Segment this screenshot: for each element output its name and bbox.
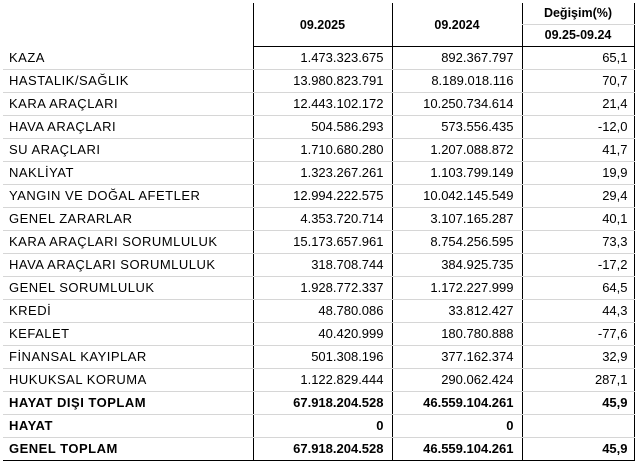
row-label: KAZA	[3, 47, 253, 70]
row-label: HAYAT	[3, 415, 253, 438]
row-label: FİNANSAL KAYIPLAR	[3, 346, 253, 369]
change-percent: 65,1	[522, 47, 634, 70]
change-percent: 44,3	[522, 300, 634, 323]
value-2024: 384.925.735	[392, 254, 522, 277]
value-2025: 1.122.829.444	[253, 369, 392, 392]
table-row	[3, 346, 634, 369]
row-label: GENEL TOPLAM	[3, 438, 253, 461]
change-percent	[522, 415, 634, 438]
header-change-title: Değişim(%)	[522, 3, 634, 25]
value-2024: 8.754.256.595	[392, 231, 522, 254]
row-label: SU ARAÇLARI	[3, 139, 253, 162]
value-2024: 10.250.734.614	[392, 93, 522, 116]
table-row	[3, 208, 634, 231]
change-percent: 70,7	[522, 70, 634, 93]
table-row	[3, 300, 634, 323]
row-label: KARA ARAÇLARI	[3, 93, 253, 116]
table-row	[3, 254, 634, 277]
value-2024: 1.172.227.999	[392, 277, 522, 300]
value-2024: 3.107.165.287	[392, 208, 522, 231]
change-percent: -17,2	[522, 254, 634, 277]
change-percent: 45,9	[522, 392, 634, 415]
row-label: GENEL SORUMLULUK	[3, 277, 253, 300]
value-2024: 290.062.424	[392, 369, 522, 392]
value-2024: 0	[392, 415, 522, 438]
value-2025: 504.586.293	[253, 116, 392, 139]
row-label: HAVA ARAÇLARI	[3, 116, 253, 139]
table-row	[3, 116, 634, 139]
table-row	[3, 162, 634, 185]
change-percent: 29,4	[522, 185, 634, 208]
value-2025: 1.473.323.675	[253, 47, 392, 70]
row-label: KEFALET	[3, 323, 253, 346]
value-2025: 15.173.657.961	[253, 231, 392, 254]
value-2024: 573.556.435	[392, 116, 522, 139]
value-2024: 1.207.088.872	[392, 139, 522, 162]
header-2024: 09.2024	[392, 3, 522, 47]
table-row	[3, 323, 634, 346]
row-label: KARA ARAÇLARI SORUMLULUK	[3, 231, 253, 254]
value-2025: 4.353.720.714	[253, 208, 392, 231]
value-2025: 13.980.823.791	[253, 70, 392, 93]
value-2024: 46.559.104.261	[392, 392, 522, 415]
table-row	[3, 70, 634, 93]
row-label: GENEL ZARARLAR	[3, 208, 253, 231]
value-2024: 1.103.799.149	[392, 162, 522, 185]
row-label: YANGIN VE DOĞAL AFETLER	[3, 185, 253, 208]
value-2024: 8.189.018.116	[392, 70, 522, 93]
value-2025: 1.710.680.280	[253, 139, 392, 162]
change-percent: 73,3	[522, 231, 634, 254]
table-row	[3, 93, 634, 116]
table-row	[3, 415, 634, 438]
value-2025: 1.323.267.261	[253, 162, 392, 185]
change-percent: 40,1	[522, 208, 634, 231]
row-label: HASTALIK/SAĞLIK	[3, 70, 253, 93]
value-2025: 0	[253, 415, 392, 438]
row-label: HUKUKSAL KORUMA	[3, 369, 253, 392]
value-2024: 10.042.145.549	[392, 185, 522, 208]
change-percent: -12,0	[522, 116, 634, 139]
row-label: NAKLİYAT	[3, 162, 253, 185]
value-2025: 501.308.196	[253, 346, 392, 369]
row-label: HAVA ARAÇLARI SORUMLULUK	[3, 254, 253, 277]
row-label: KREDİ	[3, 300, 253, 323]
table-row	[3, 185, 634, 208]
header-change-period: 09.25-09.24	[522, 25, 634, 47]
table-row	[3, 47, 634, 70]
change-percent: 64,5	[522, 277, 634, 300]
value-2024: 892.367.797	[392, 47, 522, 70]
table-row	[3, 392, 634, 415]
value-2024: 377.162.374	[392, 346, 522, 369]
insurance-premium-table	[3, 3, 635, 461]
table-row	[3, 369, 634, 392]
change-percent: 45,9	[522, 438, 634, 461]
header-row-1	[3, 3, 634, 25]
row-label: HAYAT DIŞI TOPLAM	[3, 392, 253, 415]
change-percent: 32,9	[522, 346, 634, 369]
change-percent: -77,6	[522, 323, 634, 346]
value-2025: 12.994.222.575	[253, 185, 392, 208]
header-empty-cell	[3, 3, 253, 47]
value-2025: 67.918.204.528	[253, 438, 392, 461]
table-row	[3, 231, 634, 254]
value-2024: 33.812.427	[392, 300, 522, 323]
table-row	[3, 139, 634, 162]
value-2024: 180.780.888	[392, 323, 522, 346]
value-2025: 1.928.772.337	[253, 277, 392, 300]
change-percent: 19,9	[522, 162, 634, 185]
value-2025: 12.443.102.172	[253, 93, 392, 116]
change-percent: 21,4	[522, 93, 634, 116]
change-percent: 287,1	[522, 369, 634, 392]
change-percent: 41,7	[522, 139, 634, 162]
table-row	[3, 438, 634, 461]
value-2025: 318.708.744	[253, 254, 392, 277]
value-2024: 46.559.104.261	[392, 438, 522, 461]
header-2025: 09.2025	[253, 3, 392, 47]
value-2025: 48.780.086	[253, 300, 392, 323]
table-row	[3, 277, 634, 300]
value-2025: 67.918.204.528	[253, 392, 392, 415]
value-2025: 40.420.999	[253, 323, 392, 346]
